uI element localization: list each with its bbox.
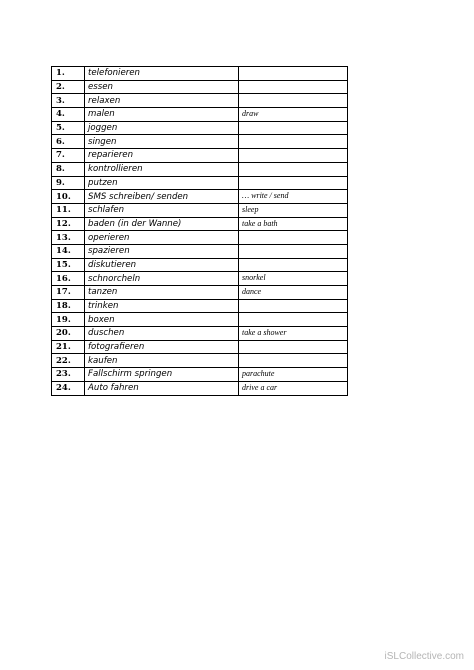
german-verb: tanzen xyxy=(85,286,239,300)
row-number: 16. xyxy=(52,272,85,286)
german-verb: singen xyxy=(85,135,239,149)
table-row xyxy=(52,162,348,176)
row-number: 23. xyxy=(52,368,85,382)
english-translation: take a shower xyxy=(239,327,348,341)
table-row xyxy=(52,313,348,327)
row-number: 12. xyxy=(52,217,85,231)
site-watermark: iSLCollective.com xyxy=(384,651,464,662)
row-number: 6. xyxy=(52,135,85,149)
row-number: 24. xyxy=(52,381,85,395)
german-verb: spazieren xyxy=(85,244,239,258)
german-verb: fotografieren xyxy=(85,340,239,354)
german-verb: schnorcheln xyxy=(85,272,239,286)
table-row xyxy=(52,80,348,94)
german-verb: operieren xyxy=(85,231,239,245)
english-translation xyxy=(239,244,348,258)
row-number: 3. xyxy=(52,94,85,108)
table-row xyxy=(52,135,348,149)
table-row xyxy=(52,354,348,368)
row-number: 7. xyxy=(52,149,85,163)
table-row xyxy=(52,190,348,204)
english-translation xyxy=(239,94,348,108)
german-verb: duschen xyxy=(85,327,239,341)
table-row xyxy=(52,299,348,313)
table-row xyxy=(52,340,348,354)
row-number: 11. xyxy=(52,203,85,217)
english-translation xyxy=(239,176,348,190)
german-verb: boxen xyxy=(85,313,239,327)
table-row xyxy=(52,67,348,81)
english-translation: sleep xyxy=(239,203,348,217)
german-verb: essen xyxy=(85,80,239,94)
german-verb: kontrollieren xyxy=(85,162,239,176)
row-number: 1. xyxy=(52,67,85,81)
english-translation xyxy=(239,354,348,368)
row-number: 8. xyxy=(52,162,85,176)
row-number: 15. xyxy=(52,258,85,272)
english-translation xyxy=(239,67,348,81)
table-row xyxy=(52,203,348,217)
table-row xyxy=(52,381,348,395)
english-translation: snorkel xyxy=(239,272,348,286)
english-translation xyxy=(239,121,348,135)
table-row xyxy=(52,121,348,135)
row-number: 14. xyxy=(52,244,85,258)
german-verb: malen xyxy=(85,108,239,122)
english-translation: take a bath xyxy=(239,217,348,231)
english-translation: draw xyxy=(239,108,348,122)
table-row xyxy=(52,94,348,108)
german-verb: telefonieren xyxy=(85,67,239,81)
row-number: 9. xyxy=(52,176,85,190)
english-translation xyxy=(239,258,348,272)
row-number: 5. xyxy=(52,121,85,135)
german-verb: relaxen xyxy=(85,94,239,108)
german-verb: joggen xyxy=(85,121,239,135)
english-translation xyxy=(239,231,348,245)
german-verb: schlafen xyxy=(85,203,239,217)
german-verb: kaufen xyxy=(85,354,239,368)
english-translation: dance xyxy=(239,286,348,300)
english-translation xyxy=(239,162,348,176)
english-translation: drive a car xyxy=(239,381,348,395)
german-verb: Fallschirm springen xyxy=(85,368,239,382)
german-verb: diskutieren xyxy=(85,258,239,272)
table-row xyxy=(52,108,348,122)
english-translation xyxy=(239,135,348,149)
row-number: 17. xyxy=(52,286,85,300)
english-translation: parachute xyxy=(239,368,348,382)
english-translation xyxy=(239,299,348,313)
german-verb: putzen xyxy=(85,176,239,190)
english-translation xyxy=(239,313,348,327)
table-row xyxy=(52,217,348,231)
german-verb: reparieren xyxy=(85,149,239,163)
row-number: 13. xyxy=(52,231,85,245)
german-verb: SMS schreiben/ senden xyxy=(85,190,239,204)
row-number: 22. xyxy=(52,354,85,368)
table-row xyxy=(52,258,348,272)
table-row xyxy=(52,231,348,245)
row-number: 20. xyxy=(52,327,85,341)
english-translation: … write / send xyxy=(239,190,348,204)
table-row xyxy=(52,286,348,300)
english-translation xyxy=(239,149,348,163)
table-row xyxy=(52,327,348,341)
row-number: 4. xyxy=(52,108,85,122)
row-number: 19. xyxy=(52,313,85,327)
german-verb: trinken xyxy=(85,299,239,313)
table-row xyxy=(52,176,348,190)
row-number: 2. xyxy=(52,80,85,94)
row-number: 10. xyxy=(52,190,85,204)
row-number: 18. xyxy=(52,299,85,313)
german-verb: baden (in der Wanne) xyxy=(85,217,239,231)
table-row xyxy=(52,244,348,258)
table-row xyxy=(52,368,348,382)
table-row xyxy=(52,272,348,286)
english-translation xyxy=(239,340,348,354)
row-number: 21. xyxy=(52,340,85,354)
table-row xyxy=(52,149,348,163)
english-translation xyxy=(239,80,348,94)
vocabulary-table xyxy=(51,66,348,396)
german-verb: Auto fahren xyxy=(85,381,239,395)
